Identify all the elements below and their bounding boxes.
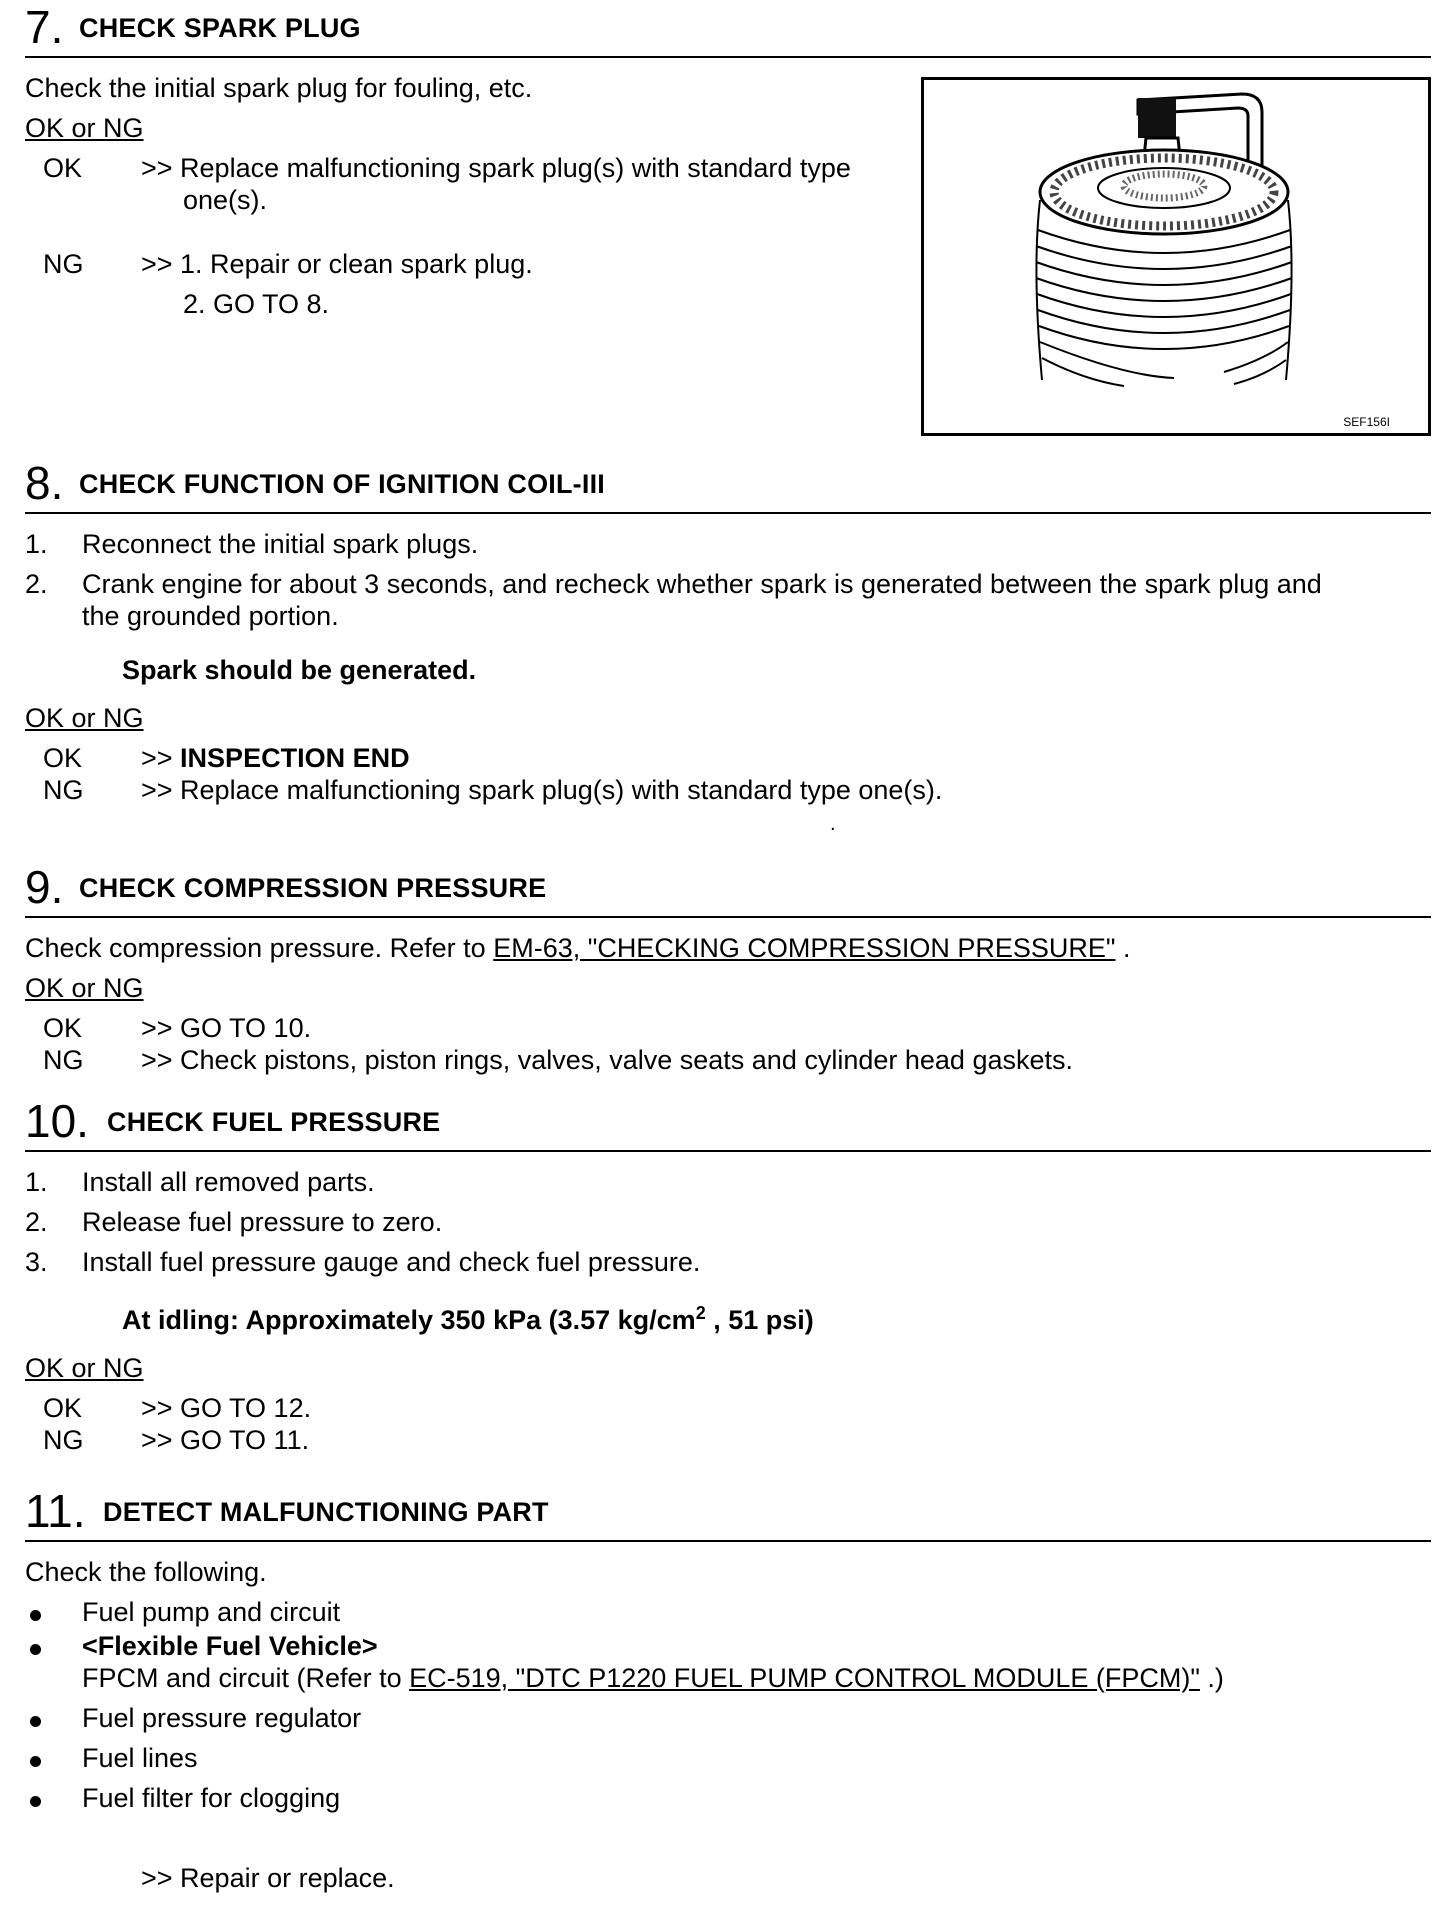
spec-statement (122, 1304, 814, 1336)
bullet-item: Fuel filter for clogging (82, 1783, 341, 1813)
section-header (25, 0, 1431, 58)
section-title: CHECK SPARK PLUG (79, 13, 361, 43)
section-header (25, 456, 1431, 514)
ok-or-ng-label: OK or NG (25, 113, 144, 143)
ng-label: NG (43, 775, 84, 805)
ok-label: OK (43, 743, 83, 773)
ng-label: NG (43, 249, 84, 279)
ok-label: OK (43, 1393, 83, 1423)
step-text: Reconnect the initial spark plugs. (82, 529, 479, 559)
intro-text: Check compression pressure. Refer to (25, 933, 494, 963)
ok-result-text: >> Replace malfunctioning spark plug(s) with standard type (141, 153, 851, 183)
ok-or-ng-label: OK or NG (25, 1353, 144, 1383)
bullet-detail-text: FPCM and circuit (Refer to (82, 1663, 410, 1693)
section-number: 11. (25, 1485, 86, 1537)
action-result-text: >> Repair or replace. (141, 1863, 395, 1893)
section-number: 9. (25, 861, 64, 913)
section-10 (25, 1094, 1431, 1455)
spark-plug-illustration (924, 80, 1428, 433)
bullet-detail-suffix: .) (1199, 1663, 1224, 1693)
ng-result-text: >> Check pistons, piston rings, valves, valve seats and cylinder head gaskets. (141, 1045, 1074, 1075)
section-title: CHECK FUNCTION OF IGNITION COIL-III (79, 469, 605, 499)
ok-or-ng-label: OK or NG (25, 703, 144, 733)
step-number: 3. (25, 1247, 48, 1277)
reference-link[interactable]: EC-519, "DTC P1220 FUEL PUMP CONTROL MODULE (FPCM)" (409, 1663, 1200, 1693)
ok-result-bold: INSPECTION END (180, 743, 410, 773)
section-intro (25, 932, 1131, 964)
ok-label: OK (43, 1013, 83, 1043)
bullet-icon (30, 1716, 41, 1727)
ng-label: NG (43, 1045, 84, 1075)
ok-result-text: >> GO TO 12. (141, 1393, 312, 1423)
section-title: CHECK COMPRESSION PRESSURE (79, 873, 547, 903)
ng-result-step: 2. GO TO 8. (183, 289, 330, 319)
section-9 (25, 860, 1431, 1075)
bullet-icon (30, 1644, 41, 1655)
section-intro: Check the following. (25, 1557, 267, 1587)
step-text-cont: the grounded portion. (82, 601, 339, 631)
section-7 (25, 0, 1431, 429)
bullet-icon (30, 1796, 41, 1807)
section-11 (25, 1484, 1431, 1893)
spark-plug-figure (921, 77, 1431, 436)
ok-result-text (141, 742, 410, 774)
stray-mark: . (830, 813, 836, 835)
ok-result-text: >> GO TO 10. (141, 1013, 312, 1043)
bullet-icon (30, 1610, 41, 1621)
spec-superscript: 2 (695, 1303, 706, 1323)
ok-or-ng-label: OK or NG (25, 973, 144, 1003)
bullet-item: Fuel lines (82, 1743, 198, 1773)
ok-label: OK (43, 153, 83, 183)
section-intro: Check the initial spark plug for fouling, etc. (25, 73, 533, 103)
ng-result-text: >> GO TO 11. (141, 1425, 310, 1455)
section-title: CHECK FUEL PRESSURE (107, 1107, 441, 1137)
ng-result-text: >> 1. Repair or clean spark plug. (141, 249, 533, 279)
section-title: DETECT MALFUNCTIONING PART (103, 1497, 549, 1527)
section-8 (25, 456, 1431, 835)
section-number: 8. (25, 457, 64, 509)
reference-link[interactable]: EM-63, "CHECKING COMPRESSION PRESSURE" (493, 933, 1116, 963)
bullet-item-heading: <Flexible Fuel Vehicle> (82, 1631, 378, 1661)
bullet-item-detail (82, 1662, 1224, 1694)
ng-label: NG (43, 1425, 84, 1455)
step-text: Install all removed parts. (82, 1167, 375, 1197)
bullet-icon (30, 1756, 41, 1767)
step-number: 1. (25, 1167, 48, 1197)
section-header (25, 860, 1431, 918)
figure-code: SEF156I (1343, 415, 1390, 429)
step-text: Crank engine for about 3 seconds, and recheck whether spark is generated between the spark plug and (82, 569, 1322, 599)
step-number: 2. (25, 569, 48, 599)
step-number: 2. (25, 1207, 48, 1237)
bullet-item: Fuel pump and circuit (82, 1597, 341, 1627)
step-number: 1. (25, 529, 48, 559)
section-header (25, 1484, 1431, 1542)
ng-result-text: >> Replace malfunctioning spark plug(s) with standard type one(s). (141, 775, 943, 805)
intro-suffix: . (1115, 933, 1131, 963)
section-number: 10. (25, 1095, 89, 1147)
ok-result-arrow: >> (141, 743, 181, 773)
section-number: 7. (25, 1, 64, 53)
spec-text: At idling: Approximately 350 kPa (3.57 kg/cm (122, 1305, 696, 1335)
spec-statement: Spark should be generated. (122, 655, 477, 685)
bullet-item: Fuel pressure regulator (82, 1703, 362, 1733)
step-text: Release fuel pressure to zero. (82, 1207, 443, 1237)
ok-result-text-cont: one(s). (183, 185, 268, 215)
step-text: Install fuel pressure gauge and check fuel pressure. (82, 1247, 701, 1277)
section-header (25, 1094, 1431, 1152)
spec-text-suffix: , 51 psi) (705, 1305, 814, 1335)
